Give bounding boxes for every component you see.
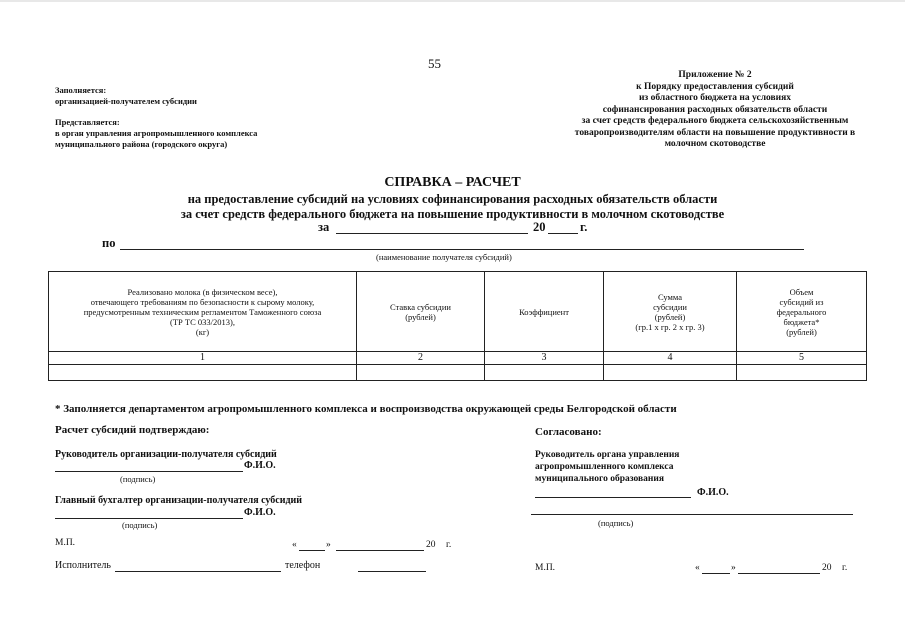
- filled-label: Заполняется:: [55, 85, 107, 95]
- period-year-line[interactable]: [548, 233, 578, 234]
- column-number: 4: [604, 352, 737, 365]
- header-federal-volume: Объем субсидий из федерального бюджета* (рублей): [737, 272, 867, 352]
- title-line1: на предоставление субсидий на условиях софинансирования расходных обязательств области: [187, 192, 718, 206]
- header-subsidy-sum: Сумма субсидии (рублей) (гр.1 х гр. 2 х гр. 3): [604, 272, 737, 352]
- column-number: 3: [485, 352, 604, 365]
- period-prefix: за: [318, 220, 330, 234]
- page-number: 55: [428, 56, 441, 71]
- head-title: Руководитель организации-получателя субсидий: [55, 449, 277, 460]
- period-suffix: г.: [580, 220, 588, 234]
- left-date-year: 20: [426, 540, 436, 550]
- scan-top-edge: [0, 0, 905, 2]
- header-coefficient: Коэффициент: [485, 272, 604, 352]
- authority-extra-line[interactable]: [531, 514, 853, 515]
- left-date-suffix: г.: [446, 540, 452, 550]
- right-date-day-line[interactable]: [702, 573, 730, 574]
- executor-label: Исполнитель: [55, 560, 111, 571]
- submitted-label: Представляется:: [55, 117, 120, 127]
- submitted-to-line1: в орган управления агропромышленного комплекса: [55, 128, 258, 138]
- column-number: 1: [49, 352, 357, 365]
- header-subsidy-rate: Ставка субсидии (рублей): [357, 272, 485, 352]
- authority-signature-caption: (подпись): [598, 518, 634, 528]
- head-fio: Ф.И.О.: [244, 460, 276, 471]
- right-date-open-quote: «: [695, 563, 700, 573]
- appendix-block: [545, 70, 885, 151]
- phone-line[interactable]: [358, 571, 426, 572]
- table-header-row: [49, 272, 867, 352]
- appendix-line: софинансирования расходных обязательств области: [602, 104, 828, 115]
- appendix-line: за счет средств федерального бюджета сельскохозяйственным: [581, 116, 849, 126]
- table-row: [49, 365, 867, 381]
- authority-head-line3: муниципального образования: [535, 474, 664, 484]
- left-date-open-quote: «: [292, 540, 297, 550]
- header-milk-sold: Реализовано молока (в физическом весе), отвечающего требованиям по безопасности к сырому молоку, предусмотренным техническим регламентом Таможенного союза (ТР ТС 033/2013), (кг): [49, 272, 357, 352]
- filled-by: организацией-получателем субсидии: [55, 96, 197, 106]
- table-cell-milk[interactable]: [49, 365, 357, 381]
- period-year: 20: [533, 220, 546, 234]
- right-date-close-quote: »: [731, 563, 736, 573]
- right-date-suffix: г.: [842, 563, 848, 573]
- subsidy-table: [48, 271, 867, 381]
- table-cell-coefficient[interactable]: [485, 365, 604, 381]
- authority-head-line2: агропромышленного комплекса: [535, 462, 674, 472]
- table-cell-sum[interactable]: [604, 365, 737, 381]
- appendix-title: Приложение № 2: [678, 70, 752, 80]
- table-cell-federal[interactable]: [737, 365, 867, 381]
- table-number-row: [49, 352, 867, 365]
- confirm-label: Расчет субсидий подтверждаю:: [55, 424, 210, 436]
- left-date-month-line[interactable]: [336, 550, 424, 551]
- column-number: 5: [737, 352, 867, 365]
- appendix-line: молочном скотоводстве: [664, 139, 766, 149]
- left-date-close-quote: »: [326, 540, 331, 550]
- recipient-prefix: по: [102, 236, 116, 250]
- recipient-name-line[interactable]: [120, 249, 804, 250]
- appendix-line: товаропроизводителям области на повышение продуктивности в: [574, 127, 856, 138]
- executor-line[interactable]: [115, 571, 281, 572]
- title-line2: за счет средств федерального бюджета на повышение продуктивности в молочном скотоводстве: [180, 207, 725, 221]
- right-stamp-place: М.П.: [535, 563, 556, 573]
- head-signature-line[interactable]: [55, 471, 243, 472]
- authority-head-line1: Руководитель органа управления: [535, 450, 680, 460]
- accountant-title: Главный бухгалтер организации-получателя субсидий: [55, 495, 303, 506]
- authority-fio: Ф.И.О.: [697, 487, 729, 498]
- accountant-fio: Ф.И.О.: [244, 507, 276, 518]
- accountant-signature-line[interactable]: [55, 518, 243, 519]
- right-date-month-line[interactable]: [738, 573, 820, 574]
- appendix-line: из областного бюджета на условиях: [638, 93, 792, 103]
- left-date-day-line[interactable]: [299, 550, 325, 551]
- authority-signature-line[interactable]: [535, 497, 691, 498]
- column-number: 2: [357, 352, 485, 365]
- agreed-label: Согласовано:: [535, 426, 602, 438]
- left-stamp-place: М.П.: [55, 538, 76, 548]
- appendix-line: к Порядку предоставления субсидий: [636, 81, 794, 92]
- table-cell-rate[interactable]: [357, 365, 485, 381]
- submitted-to-line2: муниципального района (городского округа): [55, 139, 228, 149]
- phone-label: телефон: [285, 560, 321, 571]
- accountant-signature-caption: (подпись): [122, 520, 158, 530]
- footnote: * Заполняется департаментом агропромышленного комплекса и воспроизводства окружающей среды Белгородской области: [55, 403, 677, 415]
- head-signature-caption: (подпись): [120, 474, 156, 484]
- right-date-year: 20: [822, 563, 832, 573]
- document-title: СПРАВКА – РАСЧЕТ: [384, 175, 521, 190]
- recipient-caption: (наименование получателя субсидий): [376, 252, 512, 262]
- period-date-line[interactable]: [336, 233, 528, 234]
